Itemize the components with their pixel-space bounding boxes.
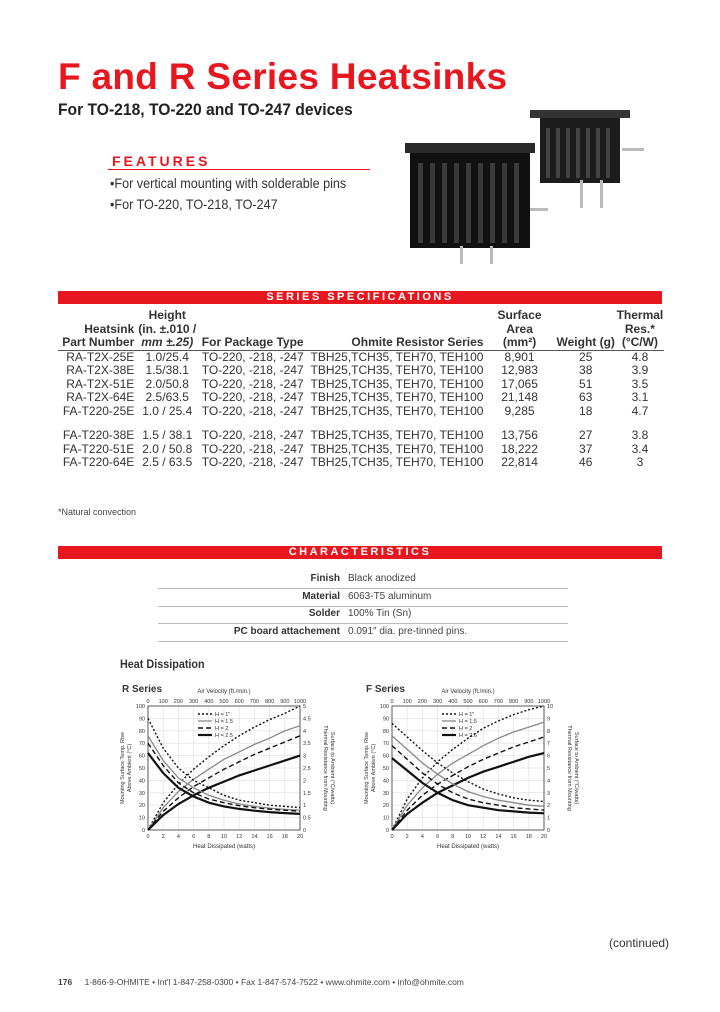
right-tick-label: 2 <box>547 803 551 810</box>
x-tick-label: 0 <box>390 834 394 840</box>
header-area-2: Area <box>506 321 533 336</box>
right-tick-label: 4.5 <box>303 716 311 723</box>
x-tick-label: 12 <box>480 834 487 840</box>
characteristic-value: 0.091" dia. pre-tinned pins. <box>348 625 468 637</box>
right-tick-label: 8 <box>547 728 551 735</box>
table-cell: TBH25,TCH35, TEH70, TEH100 <box>310 349 484 364</box>
table-header-row <box>58 323 664 337</box>
header-height-1: Height <box>148 308 186 322</box>
y-tick-label: 50 <box>382 766 389 772</box>
table-cell: 1.5 / 38.1 <box>142 428 193 442</box>
table-row <box>58 350 664 364</box>
table-cell: 3 <box>636 455 644 469</box>
table-row <box>58 364 664 378</box>
table-cell: FA-T220-38E <box>62 428 135 442</box>
y-tick-label: 0 <box>385 828 389 834</box>
y-tick-label: 80 <box>138 728 145 735</box>
top-tick-label: 1000 <box>537 699 551 705</box>
x-tick-label: 18 <box>525 834 532 840</box>
r-series-graph <box>112 682 342 867</box>
x-tick-label: 14 <box>251 834 258 840</box>
right-tick-label: 10 <box>547 704 554 710</box>
y-tick-label: 10 <box>138 815 145 822</box>
continued-label: (continued) <box>609 936 670 950</box>
characteristic-label: Solder <box>308 608 340 619</box>
table-cell: TBH25,TCH35, TEH70, TEH100 <box>310 455 484 469</box>
table-header-row <box>58 336 664 350</box>
top-tick-label: 0 <box>146 699 150 705</box>
table-cell: 25 <box>579 349 593 364</box>
characteristics-bar: CHARACTERISTICS <box>58 546 662 559</box>
top-tick-label: 900 <box>280 699 290 705</box>
right-tick-label: 4 <box>303 728 307 735</box>
table-cell: 37 <box>579 441 593 456</box>
table-cell: TBH25,TCH35, TEH70, TEH100 <box>310 376 484 391</box>
right-tick-label: 0 <box>547 828 551 834</box>
right-tick-label: 3 <box>303 753 307 760</box>
legend-label: H = 1.5 <box>459 719 477 725</box>
y-axis-label: Above Ambient (°C) <box>127 743 133 793</box>
header-resistor-series: Ohmite Resistor Series <box>305 336 483 350</box>
table-cell: 2.0/50.8 <box>145 376 189 391</box>
top-tick-label: 400 <box>204 699 214 705</box>
table-cell: TO-220, -218, -247 <box>201 441 304 456</box>
right-tick-label: 3.5 <box>303 741 311 748</box>
page-title: F and R Series Heatsinks <box>58 56 508 97</box>
x-tick-label: 16 <box>510 834 517 840</box>
y-tick-label: 40 <box>138 778 145 785</box>
top-axis-label: Air Velocity (ft./min.) <box>441 689 495 695</box>
legend-label: H = 1.5 <box>215 719 233 725</box>
feature-item: •For TO-220, TO-218, TO-247 <box>110 196 278 212</box>
x-tick-label: 10 <box>220 834 228 840</box>
x-tick-label: 12 <box>236 834 243 840</box>
top-tick-label: 600 <box>234 699 244 705</box>
legend-label: H = 2.6 <box>459 733 477 739</box>
top-tick-label: 0 <box>390 699 394 705</box>
table-cell: 1.0 / 25.4 <box>142 403 193 418</box>
top-tick-label: 100 <box>402 699 412 705</box>
right-tick-label: 1.5 <box>303 790 311 797</box>
table-cell: 3.9 <box>631 363 649 377</box>
right-tick-label: 4 <box>547 778 551 785</box>
characteristic-divider <box>158 588 568 589</box>
top-tick-label: 500 <box>219 699 229 705</box>
x-tick-label: 6 <box>192 834 196 840</box>
table-cell: 18 <box>579 403 593 418</box>
y-tick-label: 80 <box>382 728 389 735</box>
table-row <box>58 405 664 419</box>
x-tick-label: 2 <box>161 834 165 840</box>
table-cell: 1.0/25.4 <box>145 349 189 364</box>
table-cell: 3.8 <box>631 428 649 442</box>
series-specifications-bar: SERIES SPECIFICATIONS <box>58 291 662 304</box>
table-cell: 2.5 / 63.5 <box>142 455 193 469</box>
right-tick-label: 9 <box>547 716 551 723</box>
x-tick-label: 8 <box>207 834 211 840</box>
table-cell: FA-T220-64E <box>62 455 135 469</box>
table-header-row <box>58 309 664 323</box>
characteristic-label: PC board attachement <box>233 625 340 637</box>
y-axis-label: Mounting Surface Temp. Rise <box>120 731 126 805</box>
legend-label: H = 1" <box>215 712 231 718</box>
table-cell: RA-T2X-51E <box>66 376 135 391</box>
table-cell: 27 <box>579 428 593 442</box>
x-tick-label: 6 <box>436 834 440 840</box>
x-tick-label: 16 <box>266 834 273 840</box>
table-row <box>58 378 664 392</box>
page-subtitle: For TO-218, TO-220 and TO-247 devices <box>58 100 353 119</box>
table-cell: 13,756 <box>501 428 538 442</box>
legend-label: H = 2 <box>215 726 229 732</box>
header-height-2: (in. ±.010 / <box>138 321 197 336</box>
x-tick-label: 14 <box>495 834 502 840</box>
right-tick-label: 1 <box>547 815 551 822</box>
natural-convection-note: *Natural convection <box>58 507 137 517</box>
legend-label: H = 2.5 <box>215 733 233 739</box>
features-heading: FEATURES <box>112 153 211 169</box>
table-cell: 8,901 <box>504 349 535 364</box>
table-cell: 17,065 <box>501 376 538 391</box>
table-cell: TBH25,TCH35, TEH70, TEH100 <box>310 428 484 442</box>
top-tick-label: 400 <box>448 699 458 705</box>
y-tick-label: 90 <box>382 716 389 723</box>
table-cell: TO-220, -218, -247 <box>201 455 304 469</box>
right-tick-label: 6 <box>547 753 551 760</box>
header-area-1: Surface <box>497 308 542 322</box>
series-specifications-table <box>58 309 664 470</box>
table-cell: 4.8 <box>631 349 649 364</box>
f-series-chart <box>356 682 586 862</box>
x-tick-label: 2 <box>405 834 409 840</box>
right-tick-label: 0 <box>303 828 307 834</box>
right-tick-label: 1 <box>303 803 307 810</box>
top-tick-label: 800 <box>265 699 275 705</box>
table-cell: RA-T2X-64E <box>66 390 135 404</box>
header-area-3: (mm²) <box>483 336 555 350</box>
table-row <box>58 429 664 443</box>
header-height-3: mm ±.25) <box>134 336 200 350</box>
y-tick-label: 10 <box>382 815 389 822</box>
right-tick-label: 5 <box>303 704 307 710</box>
x-tick-label: 8 <box>451 834 455 840</box>
header-thermal-2: Res.* <box>624 321 655 336</box>
characteristic-value: Black anodized <box>348 573 416 584</box>
table-row <box>58 443 664 457</box>
right-tick-label: 2.5 <box>303 766 311 772</box>
header-part-1: Heatsink <box>84 321 135 336</box>
table-cell: 1.5/38.1 <box>145 363 189 377</box>
table-cell: TO-220, -218, -247 <box>201 376 304 391</box>
table-cell: TBH25,TCH35, TEH70, TEH100 <box>310 441 484 456</box>
table-cell: 4.7 <box>631 403 649 418</box>
characteristic-label: Material <box>302 590 340 602</box>
table-cell: FA-T220-25E <box>62 403 135 418</box>
characteristic-value: 100% Tin (Sn) <box>348 608 412 619</box>
y-tick-label: 100 <box>135 704 145 710</box>
table-cell: TO-220, -218, -247 <box>201 403 304 418</box>
y-axis-label: Mounting Surface Temp. Rise <box>364 731 370 805</box>
heat-dissipation-title: Heat Dissipation <box>120 657 205 671</box>
header-weight: Weight (g) <box>556 335 615 349</box>
table-cell: 3.5 <box>631 376 649 391</box>
y-tick-label: 20 <box>138 803 145 810</box>
header-thermal-3: (°C/W) <box>616 336 664 350</box>
right-tick-label: 5 <box>547 766 551 772</box>
top-tick-label: 100 <box>158 699 168 705</box>
table-cell: 21,148 <box>501 390 538 404</box>
table-cell: 51 <box>579 376 593 391</box>
spec-table-body <box>58 350 664 470</box>
top-tick-label: 800 <box>509 699 519 705</box>
y-tick-label: 60 <box>382 753 389 760</box>
right-tick-label: 3 <box>547 790 551 797</box>
table-cell: 38 <box>579 363 593 377</box>
legend-label: H = 2 <box>459 726 473 732</box>
y-tick-label: 70 <box>382 741 389 748</box>
x-tick-label: 18 <box>281 834 288 840</box>
table-cell: TO-220, -218, -247 <box>201 349 304 364</box>
x-tick-label: 4 <box>176 834 180 840</box>
top-tick-label: 1000 <box>293 699 307 705</box>
table-cell: 3.4 <box>631 441 649 456</box>
top-tick-label: 500 <box>463 699 473 705</box>
f-series-graph <box>356 682 586 867</box>
right-axis-label: Thermal Resistance from Mounting <box>322 725 328 811</box>
table-cell: 2.5/63.5 <box>145 390 189 404</box>
y-tick-label: 40 <box>382 778 389 785</box>
y-tick-label: 30 <box>382 790 389 797</box>
table-cell: 3.1 <box>631 390 649 404</box>
table-cell: TO-220, -218, -247 <box>201 363 304 377</box>
heatsink-front <box>405 143 548 264</box>
table-cell: 63 <box>579 390 593 404</box>
table-cell: RA-T2X-38E <box>66 363 135 377</box>
top-tick-label: 900 <box>524 699 534 705</box>
page-footer <box>58 977 464 987</box>
top-tick-label: 700 <box>249 699 259 705</box>
chart-legend <box>442 712 477 739</box>
heatsink-back <box>530 110 644 208</box>
y-tick-label: 0 <box>141 828 145 834</box>
characteristic-label: Finish <box>310 573 340 584</box>
right-axis-label: Thermal Resistance from Mounting <box>566 725 572 811</box>
characteristic-value: 6063-T5 aluminum <box>348 590 432 602</box>
table-cell: TO-220, -218, -247 <box>201 428 304 442</box>
features-divider <box>108 169 370 170</box>
header-thermal-1: Thermal <box>616 308 664 322</box>
table-cell: 9,285 <box>504 403 535 418</box>
y-tick-label: 50 <box>138 766 145 772</box>
contact-info: 1-866-9-OHMITE • Int'l 1-847-258-0300 • Fax 1-847-574-7522 • www.ohmite.com • info@ohmite.com <box>84 977 464 987</box>
x-axis-label: Heat Dissipated (watts) <box>192 844 256 850</box>
table-row <box>58 456 664 470</box>
top-tick-label: 300 <box>433 699 443 705</box>
table-cell: TBH25,TCH35, TEH70, TEH100 <box>310 390 484 404</box>
table-cell: 22,814 <box>501 455 538 469</box>
table-cell: TBH25,TCH35, TEH70, TEH100 <box>310 363 484 377</box>
table-cell: 2.0 / 50.8 <box>142 441 193 456</box>
table-cell: RA-T2X-25E <box>66 349 135 364</box>
chart-legend <box>198 712 233 739</box>
table-cell: 18,222 <box>501 441 538 456</box>
series-label: R Series <box>122 684 163 695</box>
characteristic-divider <box>158 641 568 642</box>
table-row <box>58 391 664 405</box>
top-axis-label: Air Velocity (ft./min.) <box>197 689 251 695</box>
table-cell: FA-T220-51E <box>62 441 135 456</box>
characteristic-divider <box>158 606 568 607</box>
header-part-2: Part Number <box>58 336 134 350</box>
top-tick-label: 700 <box>493 699 503 705</box>
series-label: F Series <box>366 684 405 695</box>
x-tick-label: 10 <box>464 834 472 840</box>
characteristic-divider <box>158 623 568 624</box>
top-tick-label: 300 <box>189 699 199 705</box>
top-tick-label: 200 <box>173 699 183 705</box>
legend-label: H = 1" <box>459 712 475 718</box>
table-cell: TO-220, -218, -247 <box>201 390 304 404</box>
x-axis-label: Heat Dissipated (watts) <box>436 844 500 850</box>
right-tick-label: 2 <box>303 778 307 785</box>
right-axis-label: Surface to Ambient (°C/watts) <box>573 731 579 805</box>
y-tick-label: 90 <box>138 716 145 723</box>
y-tick-label: 60 <box>138 753 145 760</box>
top-tick-label: 600 <box>478 699 488 705</box>
table-cell: 12,983 <box>501 363 538 377</box>
y-tick-label: 20 <box>382 803 389 810</box>
x-tick-label: 20 <box>296 834 304 840</box>
right-axis-label: Surface to Ambient (°C/watts) <box>329 731 335 805</box>
y-axis-label: Above Ambient (°C) <box>371 743 377 793</box>
right-tick-label: 7 <box>547 741 551 748</box>
table-cell: 46 <box>579 455 593 469</box>
top-tick-label: 200 <box>417 699 427 705</box>
r-series-chart <box>112 682 342 862</box>
header-package: For Package Type <box>201 335 304 349</box>
y-tick-label: 70 <box>138 741 145 748</box>
x-tick-label: 4 <box>420 834 424 840</box>
page-number: 176 <box>58 977 73 987</box>
table-cell: TBH25,TCH35, TEH70, TEH100 <box>310 403 484 418</box>
y-tick-label: 100 <box>379 704 389 710</box>
x-tick-label: 20 <box>540 834 548 840</box>
heatsink-product-photo <box>400 108 660 268</box>
x-tick-label: 0 <box>146 834 150 840</box>
y-tick-label: 30 <box>138 790 145 797</box>
feature-item: •For vertical mounting with solderable pins <box>110 175 347 191</box>
right-tick-label: 0.5 <box>303 815 311 822</box>
